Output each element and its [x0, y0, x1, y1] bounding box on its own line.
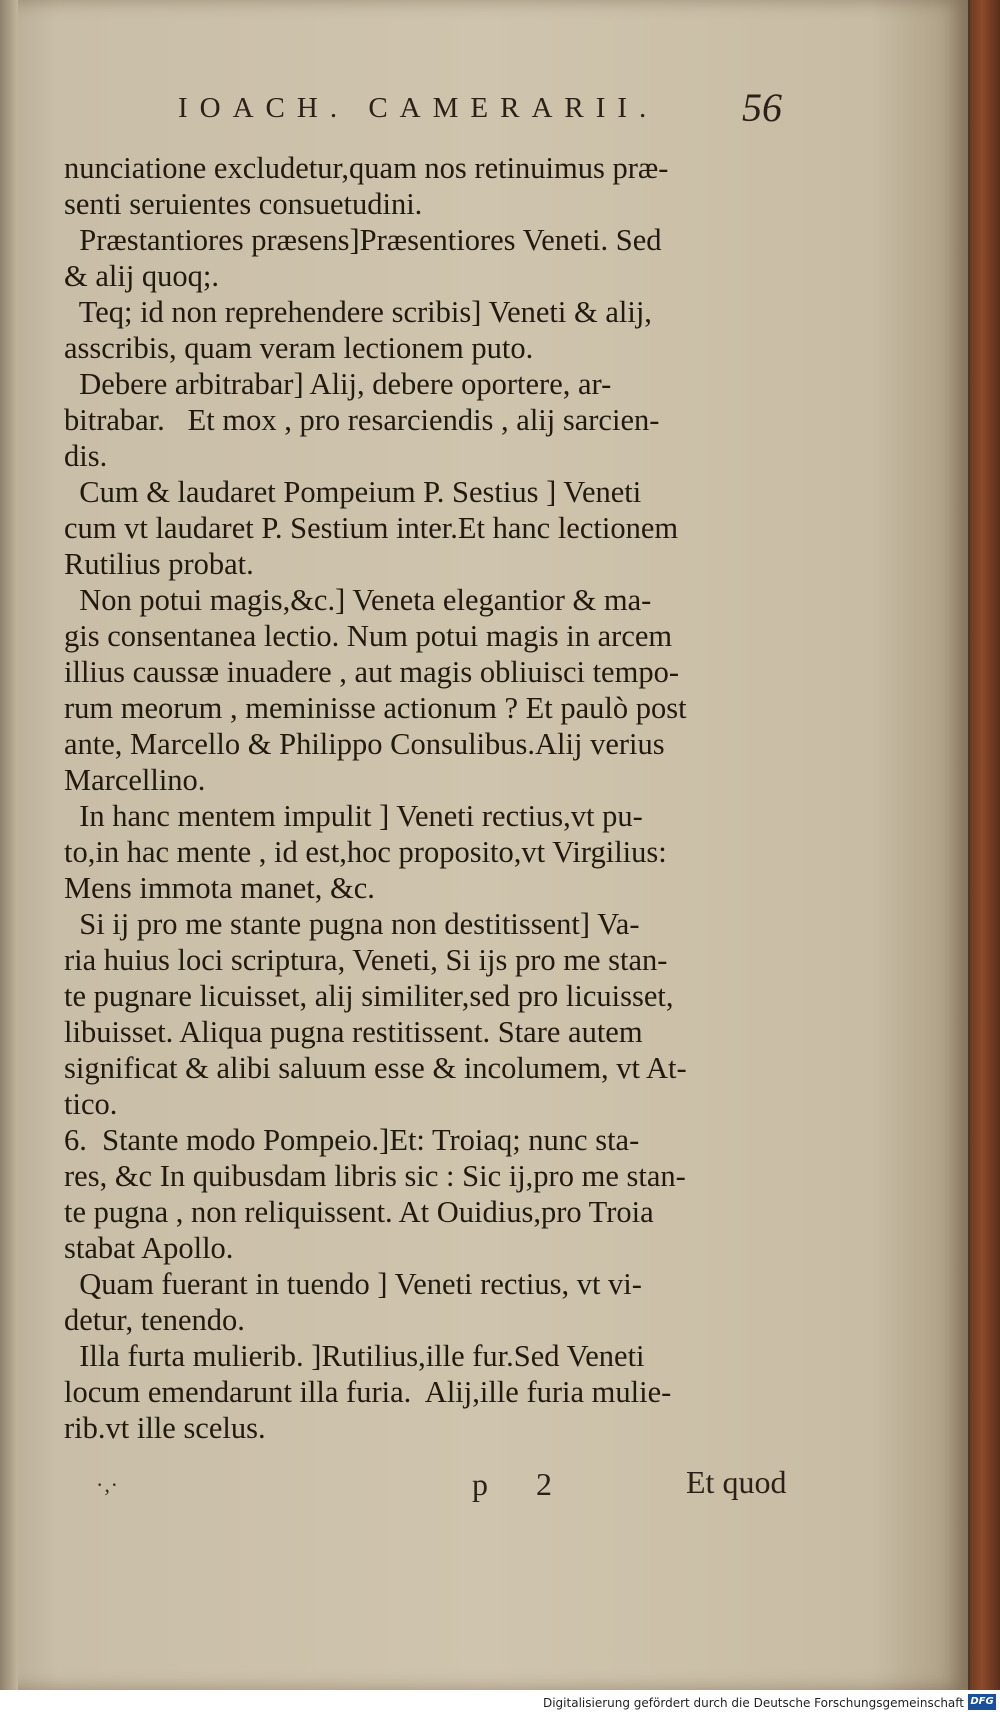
text-line: libuisset. Aliqua pugna restitissent. Stare autem [64, 1015, 643, 1049]
text-line: ante, Marcello & Philippo Consulibus.Alij verius [64, 727, 665, 761]
text-line: rum meorum , meminisse actionum ? Et paulò post [64, 691, 687, 725]
text-line: ria huius loci scriptura, Veneti, Si ijs pro me stan- [64, 943, 668, 977]
text-line: Si ij pro me stante pugna non destitissent] Va- [64, 907, 640, 941]
text-line: & alij quoq;. [64, 259, 220, 293]
text-line: to,in hac mente , id est,hoc proposito,vt Virgilius: [64, 835, 667, 869]
catchword: Et quod [686, 1464, 787, 1500]
text-line: In hanc mentem impulit ] Veneti rectius,vt pu- [64, 799, 643, 833]
text-line: Cum & laudaret Pompeium P. Sestius ] Veneti [64, 475, 642, 509]
footer-mark: ·‚· [96, 1472, 118, 1497]
text-line: tico. [64, 1087, 118, 1121]
text-line: 6. Stante modo Pompeio.]Et: Troiaq; nunc sta- [64, 1123, 640, 1157]
text-line: significat & alibi saluum esse & incolumem, vt At- [64, 1051, 687, 1085]
text-line: res, &c In quibusdam libris sic : Sic ij,pro me stan- [64, 1159, 686, 1193]
text-line: gis consentanea lectio. Num potui magis in arcem [64, 619, 673, 653]
page-gutter [0, 0, 18, 1690]
text-line: Quam fuerant in tuendo ] Veneti rectius, vt vi- [64, 1267, 642, 1301]
text-line: dis. [64, 439, 108, 473]
page-number: 56 [742, 85, 782, 130]
text-line: nunciatione excludetur,quam nos retinuimus præ- [64, 151, 669, 185]
text-line: illius caussæ inuadere , aut magis obliuisci tempo- [64, 655, 679, 689]
dfg-logo: DFG [968, 1694, 996, 1710]
text-line: rib.vt ille scelus. [64, 1411, 266, 1445]
text-line: Teq; id non reprehendere scribis] Veneti & alij, [64, 295, 652, 329]
text-line: Mens immota manet, &c. [64, 871, 375, 905]
text-line: Præstantiores præsens]Præsentiores Veneti. Sed [64, 223, 662, 257]
text-line: Marcellino. [64, 763, 206, 797]
text-line: Illa furta mulierib. ]Rutilius,ille fur.Sed Veneti [64, 1339, 645, 1373]
text-line: cum vt laudaret P. Sestium inter.Et hanc lectionem [64, 511, 679, 545]
book-cover-edge [970, 0, 1000, 1690]
text-line: stabat Apollo. [64, 1231, 234, 1265]
digitization-credit: Digitalisierung gefördert durch die Deutsche Forschungsgemeinschaft [542, 1696, 964, 1710]
text-line: senti seruientes consuetudini. [64, 187, 423, 221]
text-line: Debere arbitrabar] Alij, debere oportere, ar- [64, 367, 612, 401]
text-line: detur, tenendo. [64, 1303, 245, 1337]
text-line: locum emendarunt illa furia. Alij,ille furia mulie- [64, 1375, 672, 1409]
body-text [64, 150, 819, 1446]
text-line: te pugna , non reliquissent. At Ouidius,pro Troia [64, 1195, 654, 1229]
text-line: bitrabar. Et mox , pro resarciendis , alij sarcien- [64, 403, 660, 437]
text-line: asscribis, quam veram lectionem puto. [64, 331, 534, 365]
text-line: te pugnare licuisset, alij similiter,sed pro licuisset, [64, 979, 674, 1013]
running-head: IOACH. CAMERARII. [178, 92, 659, 124]
signature-mark: p 2 [472, 1466, 572, 1502]
text-line: Non potui magis,&c.] Veneta elegantior & ma- [64, 583, 652, 617]
text-line: Rutilius probat. [64, 547, 254, 581]
